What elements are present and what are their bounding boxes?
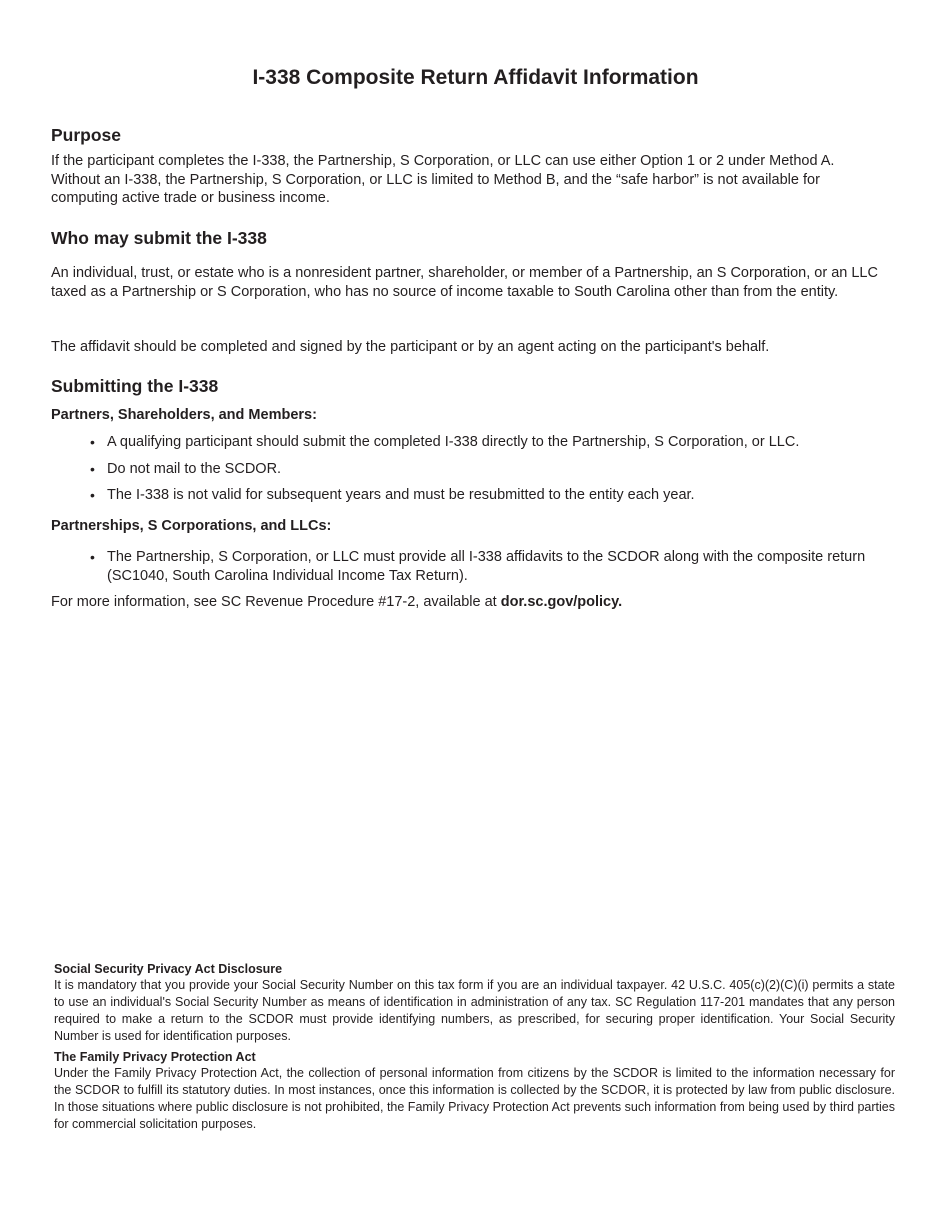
fppa-heading: The Family Privacy Protection Act	[54, 1050, 256, 1064]
bullet-icon: •	[90, 487, 95, 503]
partners-heading: Partners, Shareholders, and Members:	[51, 407, 317, 423]
bullet-icon: •	[90, 549, 95, 565]
more-info: For more information, see SC Revenue Procedure #17-2, available at dor.sc.gov/policy.	[51, 594, 623, 610]
who-text-2: The affidavit should be completed and signed by the participant or by an agent acting on the participant's behalf.	[51, 339, 770, 355]
ssn-disclosure-text: It is mandatory that you provide your Social Security Number on this tax form if you are an individual taxpayer. 42 U.S.C. 405(c)(2)(C)(i) permits a state to use an individual's Social Security Number as means of identification in administration of any tax. SC Regulation 117-201 mandates that any person required to make a return to the SCDOR must provide identifying numbers, as prescribed, for securing proper identification. Your Social Security Number is used for identification purposes.	[54, 978, 895, 1043]
list-item: • A qualifying participant should submit the completed I-338 directly to the Partnership, S Corporation, or LLC.	[90, 434, 800, 450]
entities-heading: Partnerships, S Corporations, and LLCs:	[51, 518, 332, 534]
fppa-text: Under the Family Privacy Protection Act, the collection of personal information from citizens by the SCDOR is limited to the information necessary for the SCDOR to fulfill its statutory duties. In most instances, once this information is collected by the SCDOR, it is protected by law from public disclosure. In those situations where public disclosure is not prohibited, the Family Privacy Protection Act prevents such information from being used by third parties for commercial solicitation purposes.	[54, 1066, 895, 1131]
submitting-heading: Submitting the I-338	[51, 376, 219, 396]
ssn-disclosure-heading: Social Security Privacy Act Disclosure	[54, 962, 283, 976]
policy-link[interactable]: dor.sc.gov/policy.	[500, 594, 623, 610]
page-title: I-338 Composite Return Affidavit Information	[252, 66, 699, 89]
bullet-icon: •	[90, 434, 95, 450]
purpose-heading: Purpose	[51, 125, 122, 145]
list-item: • Do not mail to the SCDOR.	[90, 461, 282, 477]
who-heading: Who may submit the I-338	[51, 228, 267, 248]
who-text-1: An individual, trust, or estate who is a nonresident partner, shareholder, or member of a Partnership, an S Corporation, or an LLC taxed as a Partnership or S Corporation, who has no source of income taxable to South Carolina other than from the entity.	[51, 265, 878, 300]
purpose-text: If the participant completes the I-338, the Partnership, S Corporation, or LLC can use either Option 1 or 2 under Method A. Without an I-338, the Partnership, S Corporation, or LLC is limited to Method B, and the “safe harbor” is not available for computing active trade or business income.	[51, 153, 835, 206]
list-item: • The Partnership, S Corporation, or LLC must provide all I-338 affidavits to the SCDOR along with the composite return (SC1040, South Carolina Individual Income Tax Return).	[90, 549, 866, 584]
list-item: • The I-338 is not valid for subsequent years and must be resubmitted to the entity each year.	[90, 487, 695, 503]
bullet-icon: •	[90, 461, 95, 477]
privacy-footer	[54, 961, 895, 1133]
